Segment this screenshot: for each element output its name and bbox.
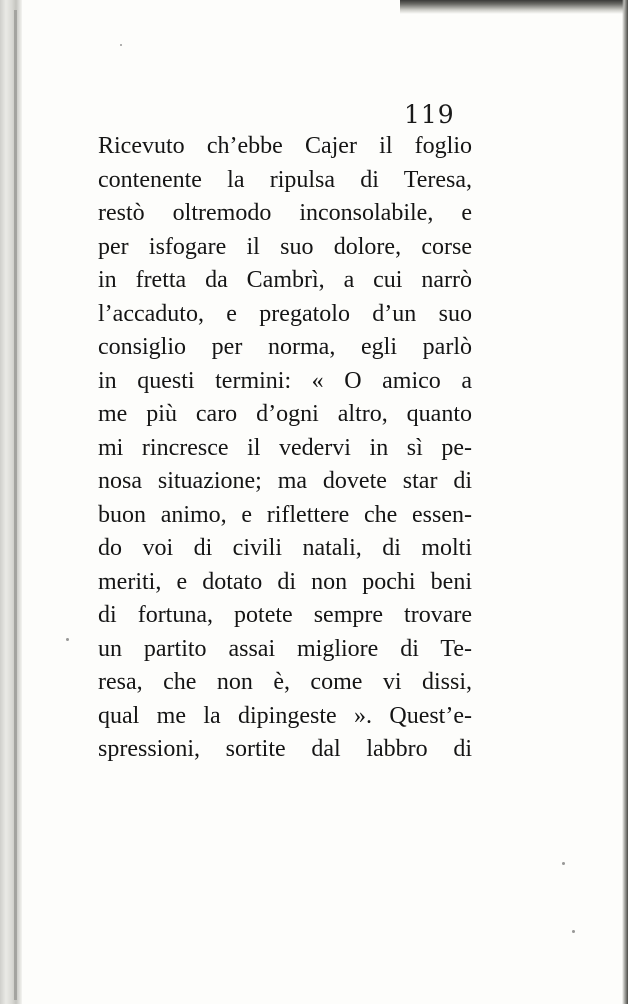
text-line: buon animo, e riflettere che essen-	[98, 501, 472, 528]
text-line: meriti, e dotato di non pochi beni	[98, 568, 472, 595]
text-line: contenente la ripulsa di Teresa,	[98, 166, 472, 193]
text-line: mi rincresce il vedervi in sì pe-	[98, 434, 472, 461]
page-right-edge-shadow	[622, 0, 628, 1004]
text-line: restò oltremodo inconsolabile, e	[98, 200, 472, 226]
text-line: resa, che non è, come vi dissi,	[98, 669, 472, 695]
text-line: qual me la dipingeste ». Quest’e-	[98, 702, 472, 729]
text-line: nosa situazione; ma dovete star di	[98, 468, 472, 494]
paper-speck	[66, 638, 69, 641]
page-number: 119	[404, 100, 455, 129]
page-binding-line	[14, 10, 17, 1000]
text-line: consiglio per norma, egli parlò	[98, 334, 472, 360]
text-line: Ricevuto ch’ebbe Cajer il foglio	[98, 133, 472, 159]
paper-speck	[562, 862, 565, 865]
page-top-edge-shadow	[400, 0, 628, 14]
text-line: in fretta da Cambrì, a cui narrò	[98, 267, 472, 293]
paper-speck	[120, 44, 122, 46]
text-line: me più caro d’ogni altro, quanto	[98, 401, 472, 427]
text-line: di fortuna, potete sempre trovare	[98, 602, 472, 628]
text-line: per isfogare il suo dolore, corse	[98, 233, 472, 260]
text-line: do voi di civili natali, di molti	[98, 535, 472, 561]
text-line: spressioni, sortite dal labbro di	[98, 736, 472, 762]
paper-speck	[572, 930, 575, 933]
text-line: l’accaduto, e pregatolo d’un suo	[98, 300, 472, 327]
body-text	[98, 130, 472, 767]
text-line: in questi termini: « O amico a	[98, 367, 472, 394]
text-line: un partito assai migliore di Te-	[98, 635, 472, 662]
page-gutter-shadow	[0, 0, 22, 1004]
